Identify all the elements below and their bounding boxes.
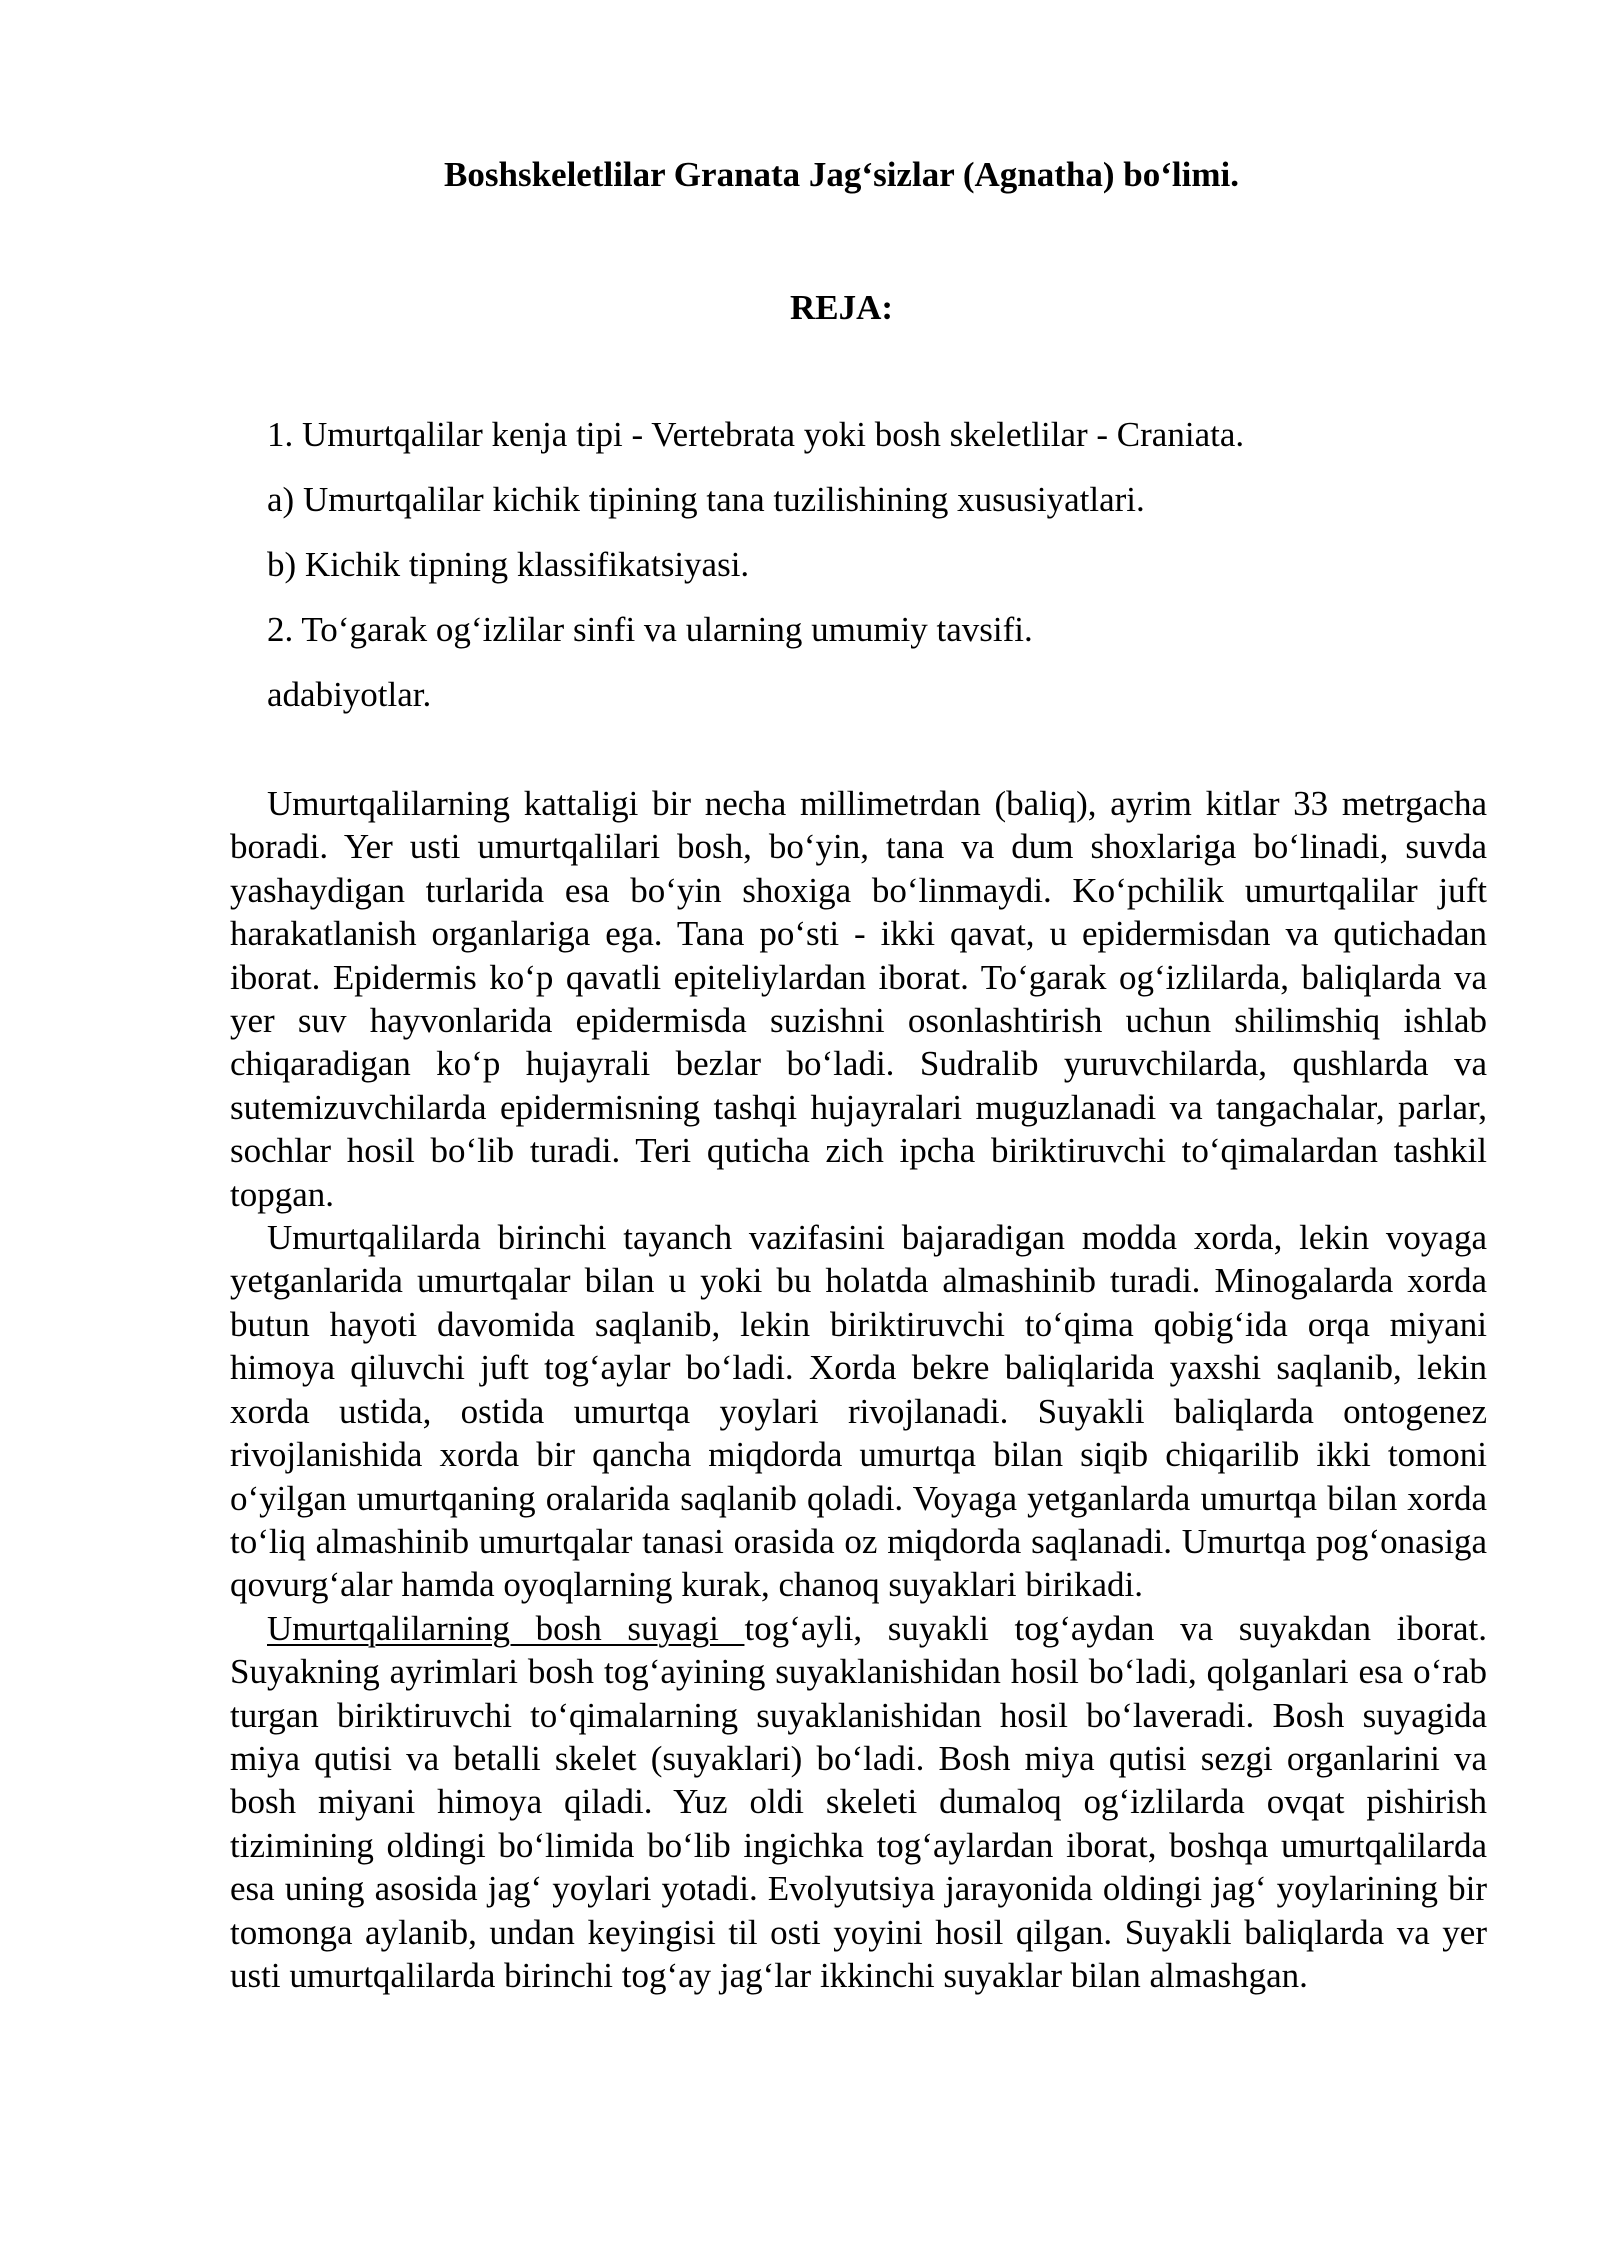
plan-heading: REJA:	[789, 288, 894, 327]
plan-item: 1. Umurtqalilar kenja tipi - Vertebrata yoki bosh skeletlilar - Craniata.	[267, 415, 1245, 454]
document-title: Boshskeletlilar Granata Jag‘sizlar (Agnatha) bo‘limi.	[444, 155, 1239, 194]
body-paragraph: Umurtqalilarda birinchi tayanch vazifasini bajaradigan modda xorda, lekin voyaga yetganlarida umurtqalar bilan u yoki bu holatda almashinib turadi. Minogalarda xorda butun hayoti davomida saqlanib, lekin biriktiruvchi to‘qima qobig‘ida orqa miyani himoya qiluvchi juft tog‘aylar bo‘ladi. Xorda bekre baliqlarida yaxshi saqlanib, lekin xorda ustida, ostida umurtqa yoylari rivojlanadi. Suyakli baliqlarda ontogenez rivojlanishida xorda bir qancha miqdorda umurtqa bilan siqib chiqarilib ikki tomoni o‘yilgan umurtqaning oralarida saqlanib qoladi. Voyaga yetganlarda umurtqa bilan xorda to‘liq almashinib umurtqalar tanasi orasida oz miqdorda saqlanadi. Umurtqa pog‘onasiga qovurg‘alar hamda oyoqlarning kurak, chanoq suyaklari birikadi.	[230, 1218, 1487, 1605]
body-paragraph	[230, 1607, 1487, 1998]
paragraph-text: tog‘ayli, suyakli tog‘aydan va suyakdan iborat. Suyakning ayrimlari bosh tog‘ayining suyaklanishidan hosil bo‘ladi, qolganlari esa o‘rab turgan biriktiruvchi to‘qimalarning suyaklanishidan hosil bo‘laveradi. Bosh suyagida miya qutisi va betalli skelet (suyaklari) bo‘ladi. Bosh miya qutisi sezgi organlarini va bosh miyani himoya qiladi. Yuz oldi skeleti dumaloq og‘izlilarda ovqat pishirish tizimining oldingi bo‘limida bo‘lib ingichka tog‘aylardan iborat, boshqa umurtqalilarda esa uning asosida jag‘ yoylari yotadi. Evolyutsiya jarayonida oldingi jag‘ yoylarining bir tomonga aylanib, undan keyingisi til osti yoyini hosil qilgan. Suyakli baliqlarda va yer usti umurtqalilarda birinchi tog‘ay jag‘lar ikkinchi suyaklar bilan almashgan.	[230, 1608, 1487, 1995]
plan-item: adabiyotlar.	[267, 675, 432, 714]
plan-item: a) Umurtqalilar kichik tipining tana tuzilishining xususiyatlari.	[267, 480, 1145, 519]
body-text	[230, 782, 1487, 1997]
underlined-term: Umurtqalilarning bosh suyagi	[267, 1608, 745, 1648]
plan-item: 2. To‘garak og‘izlilar sinfi va ularning umumiy tavsifi.	[267, 610, 1033, 649]
body-paragraph: Umurtqalilarning kattaligi bir necha millimetrdan (baliq), ayrim kitlar 33 metrgacha boradi. Yer usti umurtqalilari bosh, bo‘yin, tana va dum shoxlariga bo‘linadi, suvda yashaydigan turlarida esa bo‘yin shoxiga bo‘linmaydi. Ko‘pchilik umurtqalilar juft harakatlanish organlariga ega. Tana po‘sti - ikki qavat, u epidermisdan va qutichadan iborat. Epidermis ko‘p qavatli epiteliylardan iborat. To‘garak og‘izlilarda, baliqlarda va yer suv hayvonlarida epidermisda suzishni osonlashtirish uchun shilimshiq ishlab chiqaradigan ko‘p hujayrali bezlar bo‘ladi. Sudralib yuruvchilarda, qushlarda va sutemizuvchilarda epidermisning tashqi hujayralari muguzlanadi va tangachalar, parlar, sochlar hosil bo‘lib turadi. Teri quticha zich ipcha biriktiruvchi to‘qimalardan tashkil topgan.	[230, 784, 1487, 1214]
plan-item: b) Kichik tipning klassifikatsiyasi.	[267, 545, 750, 584]
plan-list	[267, 410, 1244, 735]
